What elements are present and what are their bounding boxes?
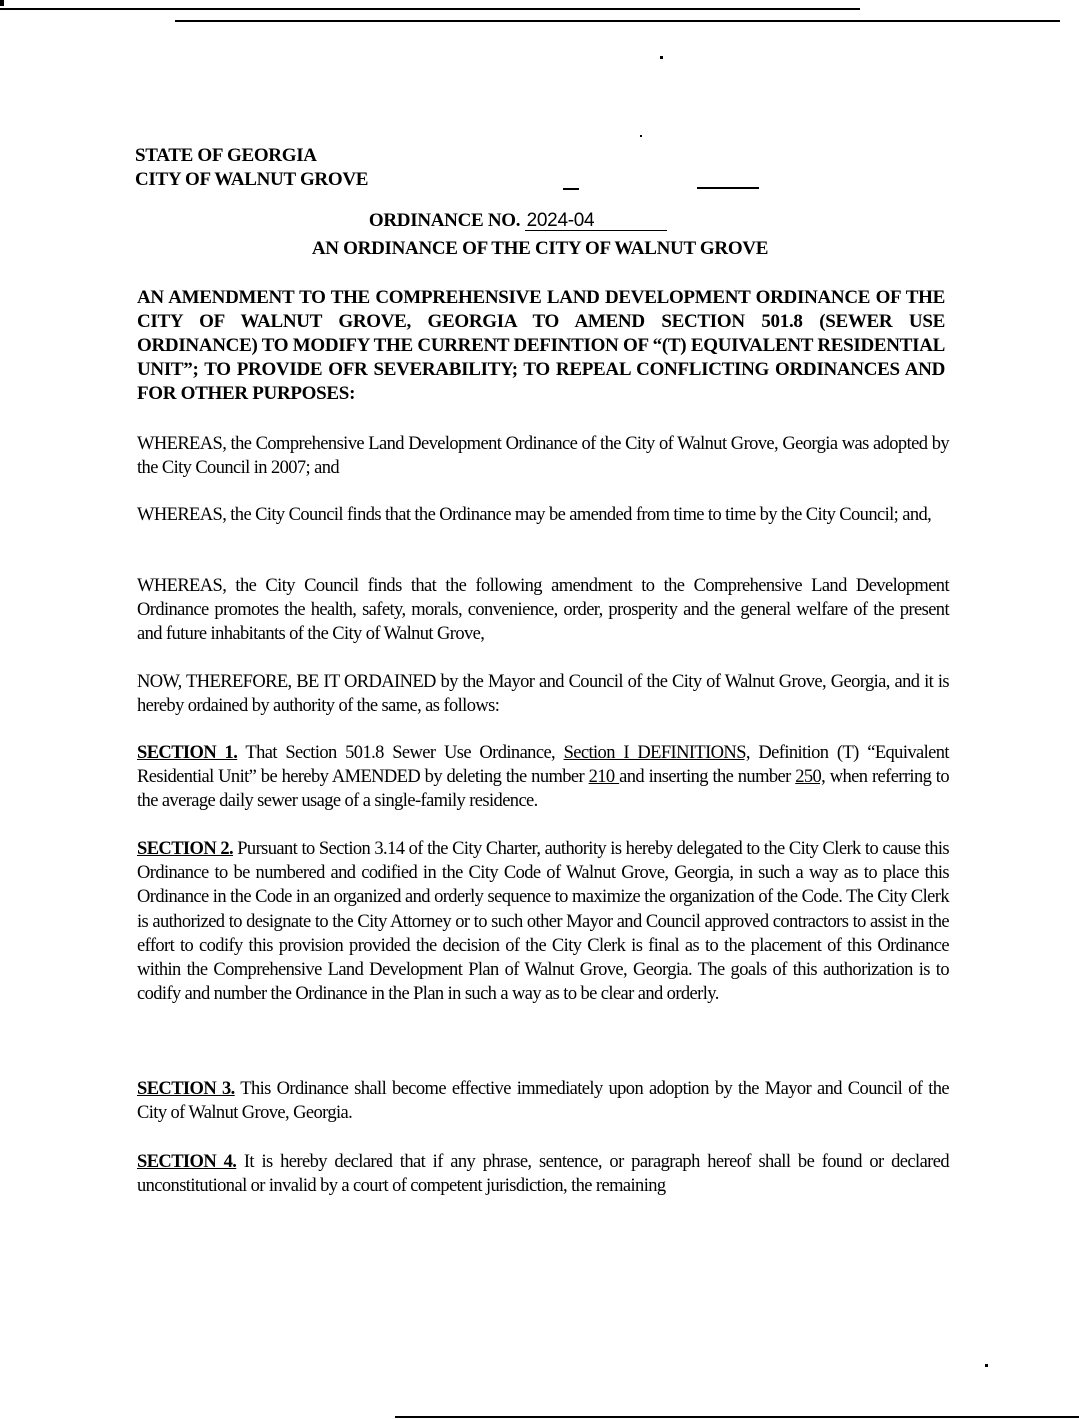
section-3-label: SECTION 3.: [137, 1079, 235, 1099]
section-2-label: SECTION 2.: [137, 839, 233, 859]
section-1-text: That Section 501.8 Sewer Use Ordinance,: [237, 743, 564, 763]
now-therefore-clause: NOW, THEREFORE, BE IT ORDAINED by the Mayor and Council of the City of Walnut Grove, Georgia, and it is hereby ordained by authority of the same, as follows:: [137, 672, 949, 717]
scan-speck: [640, 135, 642, 137]
section-1-text: when referring to the average daily sewer usage of a single-family residence.: [137, 767, 949, 812]
city-heading: CITY OF WALNUT GROVE: [135, 169, 369, 190]
section-2: [137, 837, 949, 1006]
scan-artifact-bottom-line: [395, 1416, 1079, 1418]
scan-speck: [660, 56, 663, 59]
scan-speck: [697, 187, 759, 189]
section-4-label: SECTION 4.: [137, 1152, 237, 1172]
section-4-text: It is hereby declared that if any phrase, sentence, or paragraph hereof shall be found or declared unconstitutional or invalid by a court of competent jurisdiction, the remaining: [137, 1152, 949, 1197]
section-1-label: SECTION 1.: [137, 743, 238, 763]
state-heading: STATE OF GEORGIA: [135, 145, 317, 166]
section-1-text: Definition (T) “Equivalent Residential Unit” be hereby AMENDED by deleting the number: [137, 743, 949, 788]
scan-artifact-top-line-2: [175, 20, 1060, 22]
section-3-text: This Ordinance shall become effective immediately upon adoption by the Mayor and Council of the City of Walnut Grove, Georgia.: [137, 1079, 950, 1124]
scan-speck: [985, 1364, 988, 1367]
section-1-definitions-ref: Section I DEFINITIONS,: [563, 743, 750, 763]
section-2-text: Pursuant to Section 3.14 of the City Charter, authority is hereby delegated to the City Clerk to cause this Ordinance to be numbered and codified in the City Code of Walnut Grove, Georgia, in such a way as to place this Ordinance in the Code in an organized and orderly sequence to maximize the organization of the Code. The City Clerk is authorized to designate to the City Attorney or to such other Mayor and Council approved contractors to assist in the effort to codify this provision provided the decision of the City Clerk is final as to the placement of this Ordinance within the Comprehensive Land Development Plan of Walnut Grove, Georgia. The goals of this authorization is to codify and number the Ordinance in the Plan in such a way as to be clear and orderly.: [137, 839, 949, 1005]
section-1: [137, 741, 949, 814]
whereas-clause-2: WHEREAS, the City Council finds that the Ordinance may be amended from time to time by the City Council; and,: [137, 505, 932, 525]
scan-artifact-corner-mark: [0, 0, 4, 6]
ordinance-title-block: AN AMENDMENT TO THE COMPREHENSIVE LAND DEVELOPMENT ORDINANCE OF THE CITY OF WALNUT GROVE, GEORGIA TO AMEND SECTION 501.8 (SEWER USE ORDINANCE) TO MODIFY THE CURRENT DEFINTION OF “(T) EQUIVALENT RESIDENTIAL UNIT”; TO PROVIDE OFR SEVERABILITY; TO REPEAL CONFLICTING ORDINANCES AND FOR OTHER PURPOSES:: [137, 287, 945, 404]
section-3: [137, 1077, 949, 1125]
ordinance-number-value: 2024-04: [525, 212, 667, 231]
whereas-clause-3: WHEREAS, the City Council finds that the following amendment to the Comprehensive Land Development Ordinance promotes the health, safety, morals, convenience, order, prosperity and the general welfare of the present and future inhabitants of the City of Walnut Grove,: [137, 576, 949, 645]
ordinance-number-line: [135, 210, 945, 232]
section-4: [137, 1150, 949, 1198]
scan-artifact-top-line: [0, 8, 860, 10]
scan-speck: [563, 188, 579, 190]
section-1-text: and inserting the number: [619, 767, 796, 788]
ordinance-number-label: ORDINANCE NO.: [368, 210, 521, 231]
whereas-clause-1: WHEREAS, the Comprehensive Land Development Ordinance of the City of Walnut Grove, Georgia was adopted by the City Council in 2007; and: [137, 434, 949, 479]
ordinance-subtitle: AN ORDINANCE OF THE CITY OF WALNUT GROVE: [311, 238, 769, 259]
inserted-number: 250,: [795, 767, 826, 788]
deleted-number: 210: [588, 767, 620, 788]
